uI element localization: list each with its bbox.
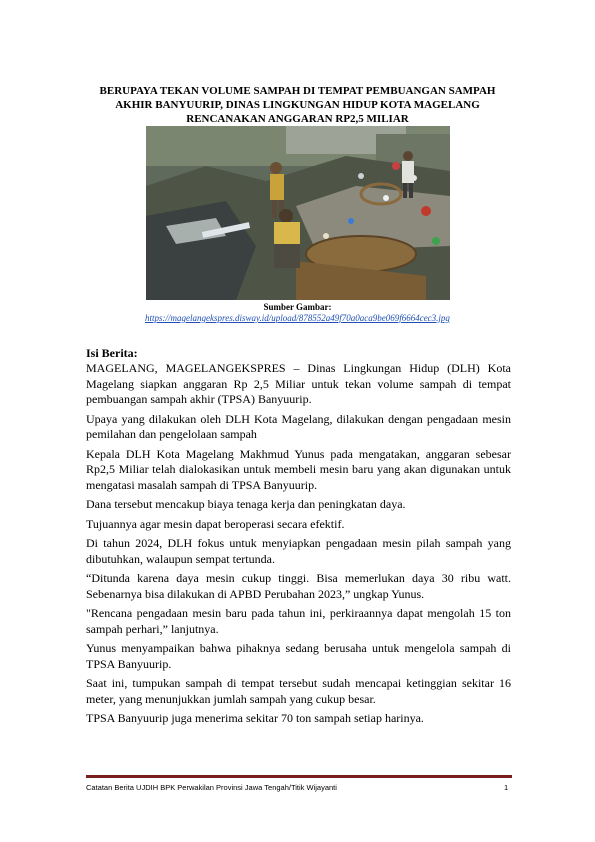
paragraph: Yunus menyampaikan bahwa pihaknya sedang berusaha untuk mengelola sampah di TPSA Banyuurip. — [86, 641, 511, 671]
paragraph: “Ditunda karena daya mesin cukup tinggi. Bisa memerlukan daya 30 ribu watt. Sebenarnya bisa dilakukan di APBD Perubahan 2023,” ungkap Yunus. — [86, 571, 511, 601]
footer-text: Catatan Berita UJDIH BPK Perwakilan Provinsi Jawa Tengah/Titik Wijayanti — [86, 783, 337, 792]
paragraph: Upaya yang dilakukan oleh DLH Kota Magelang, dilakukan dengan pengadaan mesin pemilahan dan pengelolaan sampah — [86, 411, 511, 441]
section-heading: Isi Berita: — [86, 346, 138, 360]
paragraph: MAGELANG, MAGELANGEKSPRES – Dinas Lingkungan Hidup (DLH) Kota Magelang siapkan anggaran Rp 2,5 Miliar untuk tekan volume sampah di tempat pembuangan sampah akhir (TPSA) Banyuurip. — [86, 361, 511, 406]
article-title: BERUPAYA TEKAN VOLUME SAMPAH DI TEMPAT PEMBUANGAN SAMPAH AKHIR BANYUURIP, DINAS LINGKUNGAN HIDUP KOTA MAGELANG RENCANAKAN ANGGARAN RP2,5 MILIAR — [99, 85, 496, 125]
paragraph: Kepala DLH Kota Magelang Makhmud Yunus pada mengatakan, anggaran sebesar Rp2,5 Miliar telah dialokasikan untuk membeli mesin baru yang akan digunakan untuk mengatasi masalah sampah di TPSA Banyuurip. — [86, 446, 511, 492]
image-caption-label: Sumber Gambar: — [263, 302, 332, 312]
paragraph: Di tahun 2024, DLH fokus untuk menyiapkan pengadaan mesin pilah sampah yang dibutuhkan, walaupun sempat tertunda. — [86, 536, 511, 566]
paragraph: Saat ini, tumpukan sampah di tempat tersebut sudah mencapai ketinggian sekitar 16 meter, yang menunjukkan jumlah sampah yang cukup besar. — [86, 676, 511, 706]
paragraph: TPSA Banyuurip juga menerima sekitar 70 ton sampah setiap harinya. — [86, 711, 424, 725]
page-number: 1 — [504, 783, 509, 792]
landfill-photo — [146, 126, 450, 300]
image-source-link[interactable]: https://magelangekspres.disway.id/upload/878552a49f70a0aca9be069f6664cec3.jpg — [145, 313, 450, 323]
article-body — [86, 361, 511, 731]
paragraph: "Rencana pengadaan mesin baru pada tahun ini, perkiraannya dapat mengolah 15 ton sampah perhari,” lanjutnya. — [86, 606, 511, 636]
footer-divider — [86, 775, 512, 778]
paragraph: Tujuannya agar mesin dapat beroperasi secara efektif. — [86, 516, 345, 531]
paragraph: Dana tersebut mencakup biaya tenaga kerja dan peningkatan daya. — [86, 497, 406, 511]
